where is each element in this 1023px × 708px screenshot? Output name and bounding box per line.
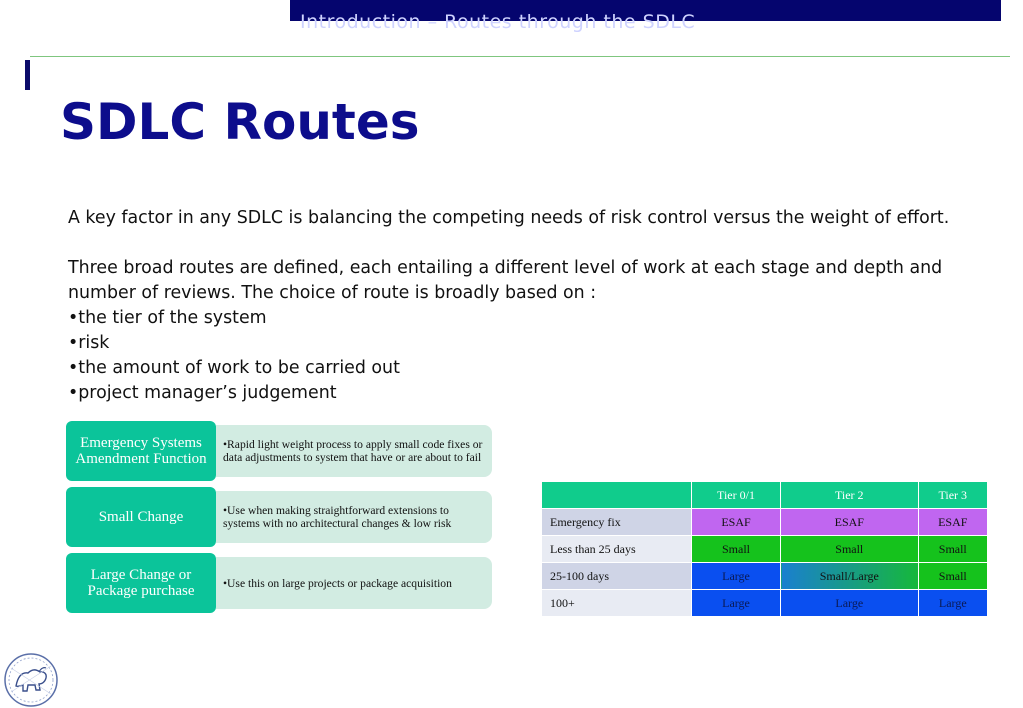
bullet-item: •the amount of work to be carried out — [68, 358, 400, 378]
routes-paragraph: Three broad routes are defined, each entailing a different level of work at each stage and depth and number of reviews. The choice of route is broadly based on : — [68, 258, 943, 303]
bullet-item: •risk — [68, 333, 110, 353]
table-cell: Large — [692, 563, 781, 590]
table-cell: Small — [918, 563, 987, 590]
table-header-row — [542, 482, 988, 509]
bullet-item: •project manager’s judgement — [68, 383, 337, 403]
table-header-cell: Tier 3 — [918, 482, 987, 509]
table-cell: Small — [781, 536, 919, 563]
bull-emblem-icon — [2, 652, 60, 708]
row-label: Less than 25 days — [542, 536, 692, 563]
route-large-change — [66, 553, 494, 611]
table-cell: Small — [692, 536, 781, 563]
table-row — [542, 590, 988, 617]
table-cell: Large — [781, 590, 919, 617]
route-emergency — [66, 421, 494, 479]
route-name: Small Change — [66, 487, 216, 547]
body-text — [68, 206, 998, 406]
header-divider — [30, 56, 1010, 57]
row-label: 25-100 days — [542, 563, 692, 590]
table-header-cell — [542, 482, 692, 509]
route-description: •Rapid light weight process to apply small code fixes or data adjustments to system that have or are about to fail — [216, 425, 492, 477]
table-header-cell: Tier 0/1 — [692, 482, 781, 509]
table-cell: ESAF — [692, 509, 781, 536]
table-cell: Small/Large — [781, 563, 919, 590]
route-name: Large Change or Package purchase — [66, 553, 216, 613]
route-description: •Use when making straightforward extensions to systems with no architectural changes & low risk — [216, 491, 492, 543]
row-label: 100+ — [542, 590, 692, 617]
table-cell: Large — [918, 590, 987, 617]
header-bar-text: Introduction – Routes through the SDLC — [300, 11, 696, 33]
row-label: Emergency fix — [542, 509, 692, 536]
route-name: Emergency Systems Amendment Function — [66, 421, 216, 481]
table-cell: ESAF — [781, 509, 919, 536]
intro-paragraph: A key factor in any SDLC is balancing the competing needs of risk control versus the weight of effort. — [68, 208, 950, 228]
route-small-change — [66, 487, 494, 545]
tier-route-table — [541, 481, 988, 617]
page-title: SDLC Routes — [60, 93, 420, 151]
title-accent — [25, 60, 30, 90]
table-row — [542, 536, 988, 563]
table-cell: Small — [918, 536, 987, 563]
table-cell: Large — [692, 590, 781, 617]
table-cell: ESAF — [918, 509, 987, 536]
route-description: •Use this on large projects or package acquisition — [216, 557, 492, 609]
header-bar — [290, 0, 1001, 33]
bullet-item: •the tier of the system — [68, 308, 267, 328]
table-row — [542, 563, 988, 590]
table-row — [542, 509, 988, 536]
table-header-cell: Tier 2 — [781, 482, 919, 509]
